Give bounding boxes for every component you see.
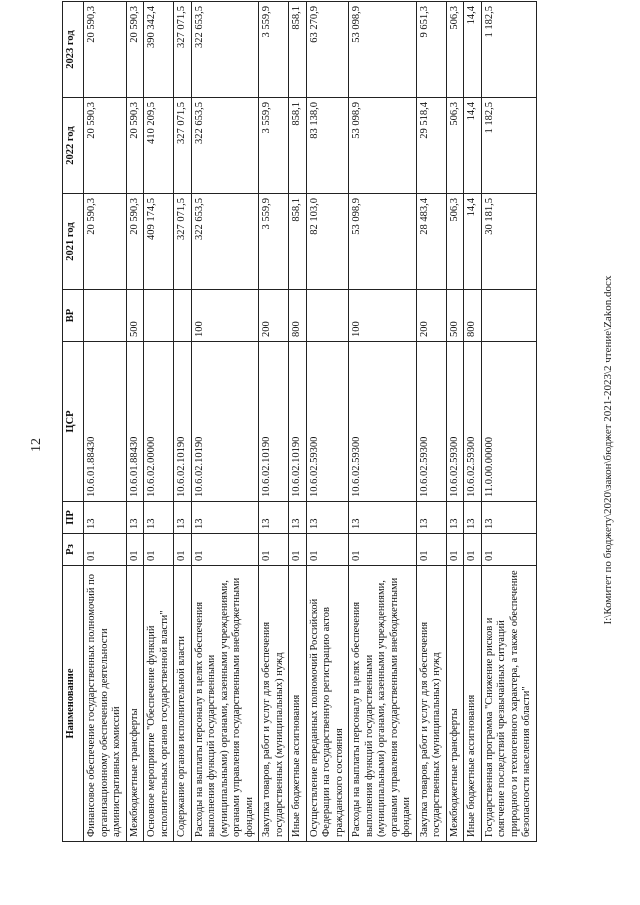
cell-rz: 01 [289,534,307,566]
cell-2023: 858,1 [289,2,307,98]
cell-name: Осуществление переданных полномочий Российской Федерации на государственную регистрацию актов гражданского состояния [306,566,349,842]
cell-pr: 13 [464,502,482,534]
cell-pr: 13 [416,502,446,534]
cell-2021: 506,3 [446,194,464,290]
header-2022: 2022 год [63,98,84,194]
cell-name: Иные бюджетные ассигнования [464,566,482,842]
cell-2021: 20 590,3 [126,194,144,290]
budget-table [62,1,537,842]
cell-2021: 30 181,5 [481,194,536,290]
cell-2022: 858,1 [289,98,307,194]
cell-2023: 506,3 [446,2,464,98]
cell-2021: 3 559,9 [259,194,289,290]
cell-pr: 13 [191,502,259,534]
cell-name: Расходы на выплаты персоналу в целях обеспечения выполнения функций государственными (муниципальными) органами, казенными учреждениями, органами управления государственными внебюджетными фондами [349,566,417,842]
cell-name: Межбюджетные трансферты [126,566,144,842]
cell-2023: 20 590,3 [126,2,144,98]
cell-rz: 01 [84,534,127,566]
cell-2023: 14,4 [464,2,482,98]
table-row [191,2,259,842]
cell-csr: 10.6.02.10190 [191,342,259,502]
footer-file-path [598,20,618,880]
cell-2021: 82 103,0 [306,194,349,290]
cell-2022: 83 138,0 [306,98,349,194]
cell-csr: 10.6.02.00000 [144,342,174,502]
page-number: 12 [29,438,44,452]
cell-vr [481,290,536,342]
table-row [306,2,349,842]
cell-rz: 01 [481,534,536,566]
cell-2022: 20 590,3 [84,98,127,194]
cell-2021: 28 483,4 [416,194,446,290]
cell-vr [306,290,349,342]
cell-2021: 14,4 [464,194,482,290]
cell-csr: 10.6.02.10190 [289,342,307,502]
cell-vr: 200 [416,290,446,342]
header-csr: ЦСР [63,342,84,502]
cell-rz: 01 [126,534,144,566]
header-pr: ПР [63,502,84,534]
cell-csr: 10.6.02.59300 [349,342,417,502]
cell-rz: 01 [349,534,417,566]
cell-pr: 13 [144,502,174,534]
cell-rz: 01 [191,534,259,566]
cell-rz: 01 [174,534,192,566]
cell-vr: 100 [349,290,417,342]
table-row [289,2,307,842]
cell-pr: 13 [481,502,536,534]
table-body [84,2,537,842]
cell-rz: 01 [416,534,446,566]
header-vr: ВР [63,290,84,342]
cell-pr: 13 [306,502,349,534]
cell-csr: 10.6.02.59300 [416,342,446,502]
cell-name: Межбюджетные трансферты [446,566,464,842]
cell-2023: 390 342,4 [144,2,174,98]
cell-name: Иные бюджетные ассигнования [289,566,307,842]
budget-table-sheet [62,6,578,842]
cell-2023: 327 071,5 [174,2,192,98]
header-2023: 2023 год [63,2,84,98]
table-row [174,2,192,842]
table-row [349,2,417,842]
cell-2022: 410 209,5 [144,98,174,194]
header-2021: 2021 год [63,194,84,290]
table-row [259,2,289,842]
cell-name: Основное мероприятие "Обеспечение функций исполнительных органов государственной власти" [144,566,174,842]
table-row [84,2,127,842]
cell-csr: 10.6.02.59300 [464,342,482,502]
cell-csr: 10.6.01.88430 [126,342,144,502]
cell-2022: 3 559,9 [259,98,289,194]
cell-csr: 11.0.00.00000 [481,342,536,502]
cell-name: Закупка товаров, работ и услуг для обеспечения государственных (муниципальных) нужд [416,566,446,842]
cell-2021: 53 098,9 [349,194,417,290]
cell-csr: 10.6.02.10190 [259,342,289,502]
cell-csr: 10.6.02.59300 [446,342,464,502]
cell-vr: 500 [446,290,464,342]
cell-name: Закупка товаров, работ и услуг для обеспечения государственных (муниципальных) нужд [259,566,289,842]
table-row [481,2,536,842]
cell-pr: 13 [126,502,144,534]
cell-csr: 10.6.02.59300 [306,342,349,502]
cell-2022: 327 071,5 [174,98,192,194]
cell-vr [174,290,192,342]
header-name: Наименование [63,566,84,842]
cell-2022: 53 098,9 [349,98,417,194]
cell-2022: 322 653,5 [191,98,259,194]
cell-pr: 13 [84,502,127,534]
cell-vr: 100 [191,290,259,342]
cell-2022: 14,4 [464,98,482,194]
cell-2023: 20 590,3 [84,2,127,98]
cell-pr: 13 [289,502,307,534]
cell-pr: 13 [349,502,417,534]
cell-vr: 800 [289,290,307,342]
cell-vr [84,290,127,342]
cell-2022: 506,3 [446,98,464,194]
cell-rz: 01 [446,534,464,566]
cell-2023: 53 098,9 [349,2,417,98]
header-rz: Рз [63,534,84,566]
cell-rz: 01 [464,534,482,566]
cell-name: Содержание органов исполнительной власти [174,566,192,842]
table-row [464,2,482,842]
cell-pr: 13 [174,502,192,534]
cell-csr: 10.6.01.88430 [84,342,127,502]
cell-pr: 13 [259,502,289,534]
cell-2021: 20 590,3 [84,194,127,290]
cell-2023: 1 182,5 [481,2,536,98]
cell-name: Финансовое обеспечение государственных полномочий по организационному обеспечению деятельности административных комиссий [84,566,127,842]
cell-vr: 500 [126,290,144,342]
cell-2021: 327 071,5 [174,194,192,290]
cell-name: Расходы на выплаты персоналу в целях обеспечения выполнения функций государственными (муниципальными) органами, казенными учреждениями, органами управления государственными внебюджетными фондами [191,566,259,842]
cell-2023: 3 559,9 [259,2,289,98]
cell-rz: 01 [144,534,174,566]
cell-2022: 1 182,5 [481,98,536,194]
cell-2021: 858,1 [289,194,307,290]
cell-vr [144,290,174,342]
cell-vr: 800 [464,290,482,342]
cell-2023: 322 653,5 [191,2,259,98]
cell-vr: 200 [259,290,289,342]
table-row [144,2,174,842]
cell-2022: 20 590,3 [126,98,144,194]
cell-2023: 63 270,9 [306,2,349,98]
cell-rz: 01 [306,534,349,566]
footer-file-path-text: I:\Комитет по бюджету\2020\закон\бюджет 2021-2023\2 чтение\Zakon.docx [602,275,614,625]
cell-2023: 9 651,3 [416,2,446,98]
cell-csr: 10.6.02.10190 [174,342,192,502]
cell-2021: 409 174,5 [144,194,174,290]
table-header-row [63,2,84,842]
table-row [126,2,144,842]
cell-name: Государственная программа "Снижение рисков и смягчение последствий чрезвычайных ситуаций природного и техногенного характера, а также обеспечение безопасности населения области" [481,566,536,842]
cell-2022: 29 518,4 [416,98,446,194]
cell-rz: 01 [259,534,289,566]
table-row [416,2,446,842]
table-row [446,2,464,842]
cell-2021: 322 653,5 [191,194,259,290]
cell-pr: 13 [446,502,464,534]
